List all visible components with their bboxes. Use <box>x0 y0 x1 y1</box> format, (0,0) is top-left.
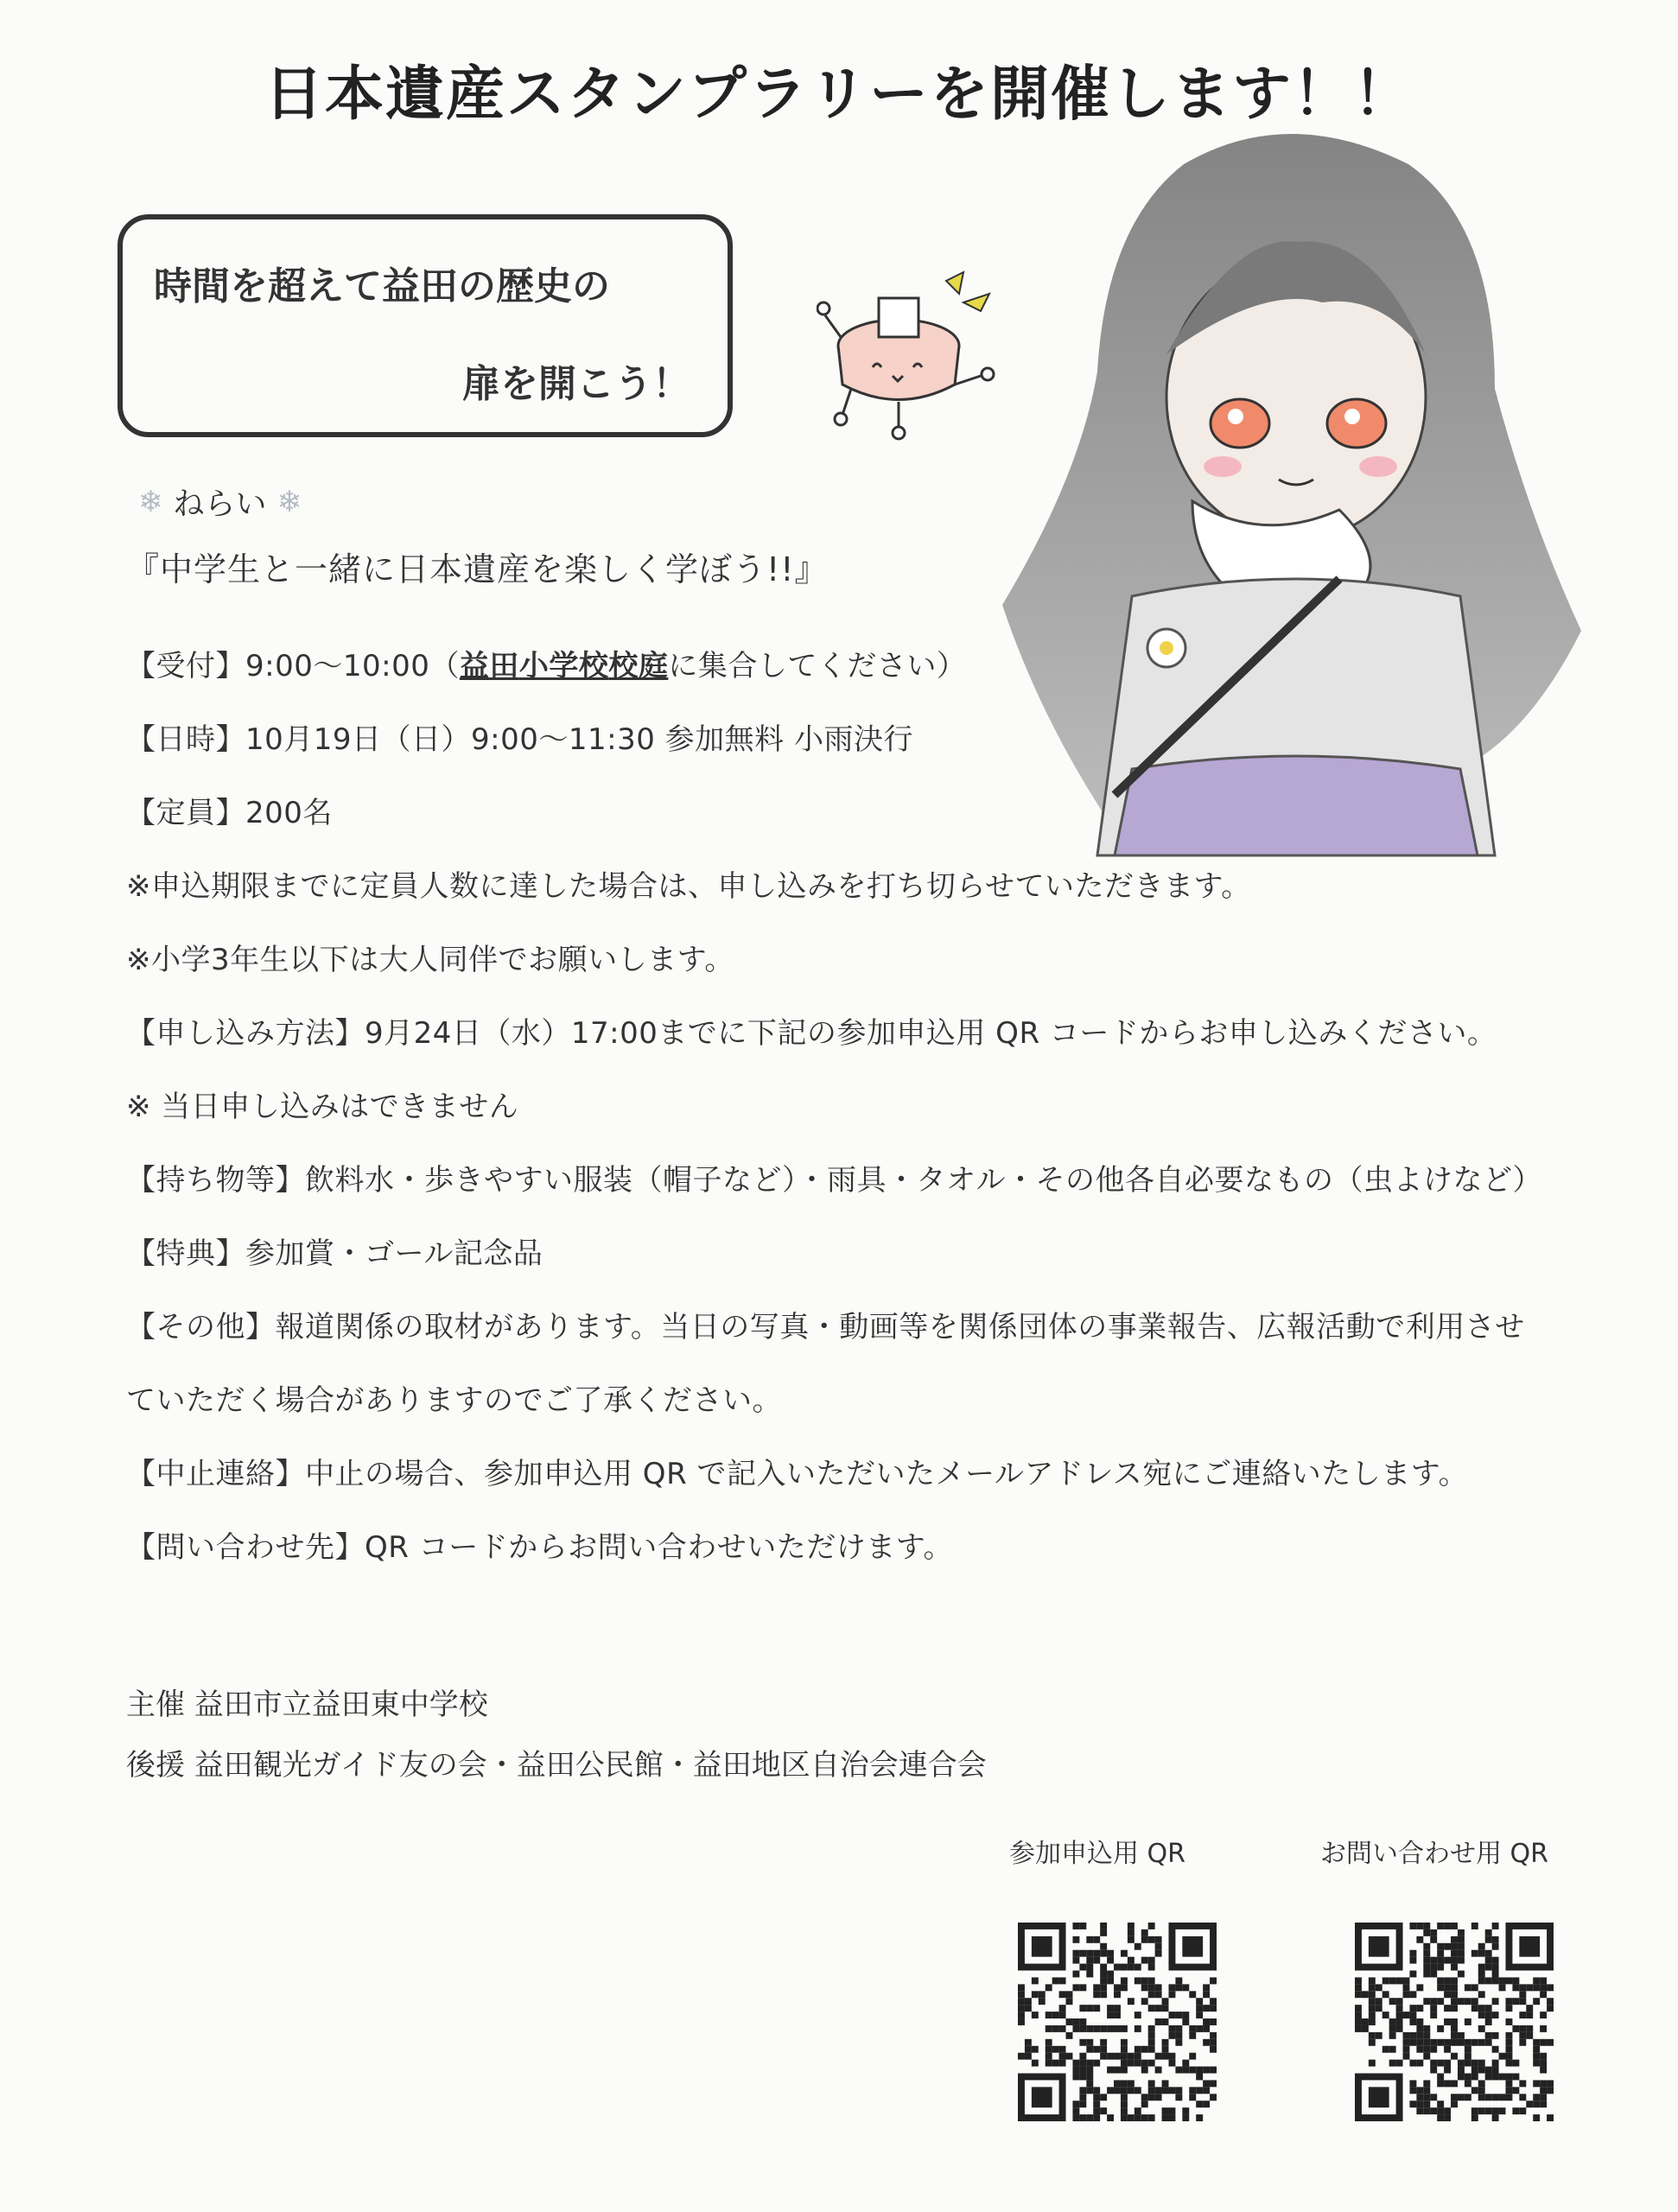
capacity-value: 200名 <box>245 796 333 830</box>
aim-text: 『中学生と一緒に日本遺産を楽しく学ぼう!!』 <box>126 550 829 588</box>
qr-apply-label: 参加申込用 QR <box>1009 1839 1185 1869</box>
reception-label: 【受付】 <box>126 649 245 683</box>
note-age: ※小学3年生以下は大人同伴でお願いします。 <box>126 943 734 977</box>
bonus-value: 参加賞・ゴール記念品 <box>245 1236 543 1271</box>
reception-tail: に集合してください） <box>668 649 967 683</box>
reception-place-school: 小学校 <box>518 649 609 683</box>
items-label: 【持ち物等】 <box>126 1163 305 1198</box>
page-title: 日本遺産スタンプラリーを開催します！！ <box>264 60 1414 129</box>
qr-code-contact[interactable] <box>1355 1923 1554 2121</box>
aim-heading <box>128 480 312 524</box>
note-same-day: ※ 当日申し込みはできません <box>126 1090 519 1124</box>
contact-label: 【問い合わせ先】 <box>126 1530 365 1565</box>
datetime-label: 【日時】 <box>126 722 245 757</box>
bonus-label: 【特典】 <box>126 1236 245 1271</box>
organizer-host: 主催 益田市立益田東中学校 <box>126 1688 488 1722</box>
snowflake-icon: ❄ <box>138 484 163 519</box>
reception-time: 9:00～10:00（ <box>245 649 460 683</box>
slogan-line-1: 時間を超えて益田の歴史の <box>154 264 610 308</box>
other-value-1: 報道関係の取材があります。当日の写真・動画等を関係団体の事業報告、広報活動で利用させ <box>275 1310 1525 1344</box>
contact-line <box>126 1523 953 1566</box>
reception-line <box>126 642 966 684</box>
datetime-value: 10月19日（日）9:00～11:30 参加無料 小雨決行 <box>245 722 913 757</box>
datetime-line <box>126 715 913 758</box>
items-value: 飲料水・歩きやすい服装（帽子など）・雨具・タオル・その他各自必要なもの（虫よけなど） <box>305 1163 1542 1198</box>
cancel-label: 【中止連絡】 <box>126 1457 305 1491</box>
apply-line <box>126 1009 1497 1052</box>
bonus-line <box>126 1230 543 1272</box>
contact-value: QR コードからお問い合わせいただけます。 <box>365 1530 953 1565</box>
organizer-support: 後援 益田観光ガイド友の会・益田公民館・益田地区自治会連合会 <box>126 1748 987 1783</box>
reception-place-yard: 校庭 <box>608 649 669 683</box>
note-capacity: ※申込期限までに定員人数に達した場合は、申し込みを打ち切らせていただきます。 <box>126 869 1251 904</box>
cancel-value: 中止の場合、参加申込用 QR で記入いただいたメールアドレス宛にご連絡いたします。 <box>305 1457 1469 1491</box>
other-label: 【その他】 <box>126 1310 276 1344</box>
qr-contact-label: お問い合わせ用 QR <box>1320 1839 1548 1869</box>
girl-illustration <box>976 112 1607 873</box>
snowflake-icon: ❄ <box>276 484 302 519</box>
qr-code-apply[interactable] <box>1018 1923 1217 2121</box>
capacity-label: 【定員】 <box>126 796 245 830</box>
other-line-1 <box>126 1303 1525 1345</box>
cancel-line <box>126 1450 1468 1492</box>
apply-value: 9月24日（水）17:00までに下記の参加申込用 QR コードからお申し込みください。 <box>365 1016 1497 1051</box>
capacity-line <box>126 789 333 831</box>
apply-label: 【申し込み方法】 <box>126 1016 365 1051</box>
aim-label: ねらい <box>173 486 267 522</box>
other-line-2: ていただく場合がありますのでご了承ください。 <box>126 1383 782 1418</box>
slogan-line-2: 扉を開こう！ <box>462 362 690 406</box>
items-line <box>126 1156 1542 1198</box>
reception-place-masuda: 益田 <box>459 649 519 683</box>
